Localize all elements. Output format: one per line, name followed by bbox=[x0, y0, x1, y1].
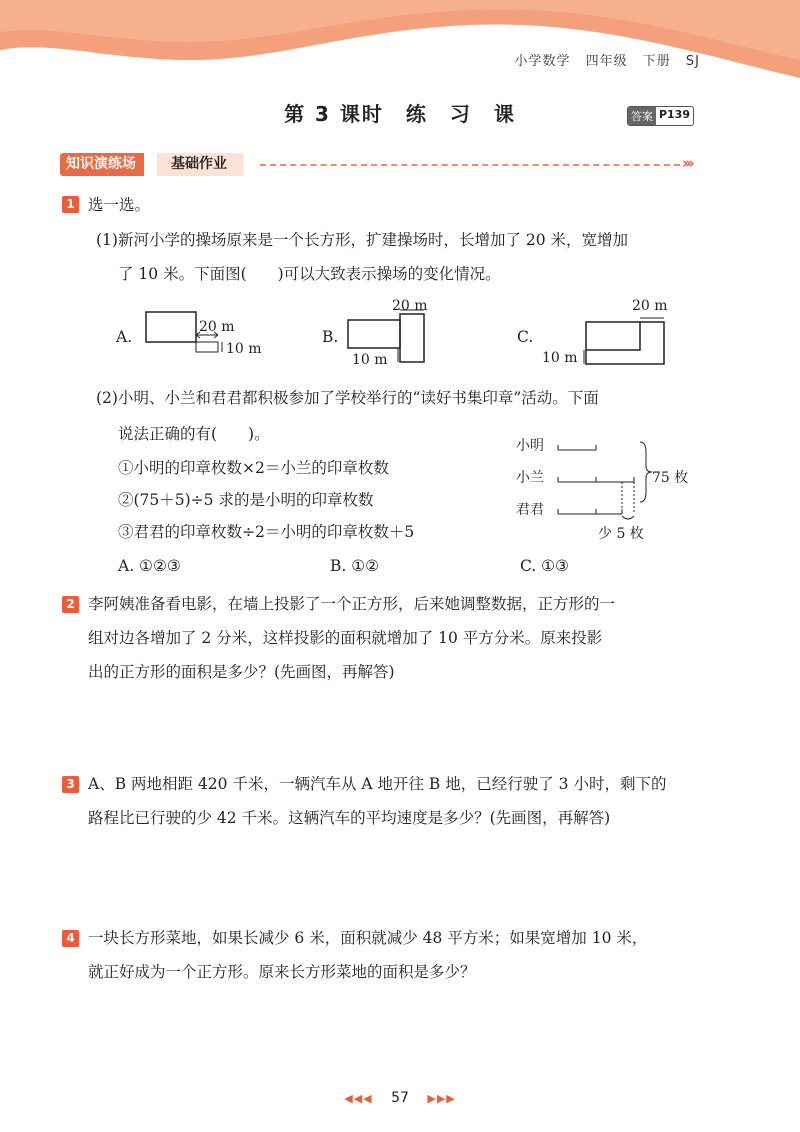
header-wave bbox=[0, 0, 800, 90]
question-number-3: 3 bbox=[62, 776, 79, 793]
book-info bbox=[504, 50, 700, 69]
grade-label: 四年级 bbox=[585, 54, 628, 69]
diagram-label-junjun: 君君 bbox=[516, 502, 544, 518]
section-subtag: 基础作业 bbox=[157, 153, 243, 176]
diagram-label-xiaolan: 小兰 bbox=[516, 470, 544, 486]
q1-answer-c: C. ①③ bbox=[520, 557, 569, 575]
q1-option-c-10m: 10 m bbox=[542, 350, 578, 366]
q1-option-c-20m: 20 m bbox=[632, 298, 668, 314]
section-bar bbox=[60, 152, 700, 178]
page-number: 57 bbox=[391, 1090, 409, 1106]
q1-part2-line1: (2)小明、小兰和君君都积极参加了学校举行的“读好书集印章”活动。下面 bbox=[96, 389, 599, 407]
q1-answer-a: A. ①②③ bbox=[118, 557, 181, 575]
answer-page: P139 bbox=[658, 108, 690, 121]
volume-label: 下册 bbox=[642, 54, 671, 69]
line-segment-diagram bbox=[550, 436, 660, 526]
q1-statement-1: ①小明的印章枚数×2＝小兰的印章枚数 bbox=[118, 459, 389, 477]
q1-statement-2: ②(75＋5)÷5 求的是小明的印章枚数 bbox=[118, 491, 374, 509]
q1-part2-line2: 说法正确的有( )。 bbox=[118, 425, 270, 443]
q1-option-b-10m: 10 m bbox=[352, 352, 388, 368]
section-divider bbox=[260, 164, 680, 166]
answer-label: 答案 bbox=[628, 107, 656, 125]
q4-line2: 就正好成为一个正方形。原来长方形菜地的面积是多少？ bbox=[88, 963, 476, 981]
q2-line2: 组对边各增加了 2 分米，这样投影的面积就增加了 10 平方分米。原来投影 bbox=[88, 629, 603, 647]
q1-option-b-label: B. bbox=[322, 328, 339, 346]
subject-label: 小学数学 bbox=[514, 54, 571, 69]
arrow-left-icon: ◀◀◀ bbox=[344, 1092, 373, 1105]
q1-option-c-label: C. bbox=[517, 328, 534, 346]
question-number-4: 4 bbox=[62, 930, 79, 947]
q1-title: 选一选。 bbox=[88, 196, 151, 214]
chevron-right-icon: ››› bbox=[682, 154, 692, 172]
q4-line1: 一块长方形菜地，如果长减少 6 米，面积就减少 48 平方米；如果宽增加 10 米， bbox=[88, 929, 648, 947]
page-title: 第 3 课时 练 习 课 bbox=[284, 102, 516, 126]
diagram-label-xiaoming: 小明 bbox=[516, 438, 544, 454]
q1-answer-b: B. ①② bbox=[330, 557, 380, 575]
question-number-1: 1 bbox=[62, 196, 79, 213]
question-number-2: 2 bbox=[62, 596, 79, 613]
q1-statement-3: ③君君的印章枚数÷2＝小明的印章枚数＋5 bbox=[118, 523, 415, 541]
arrow-right-icon: ▶▶▶ bbox=[427, 1092, 456, 1105]
section-tag: 知识演练场 bbox=[60, 153, 144, 176]
q1-option-b-20m: 20 m bbox=[392, 298, 428, 314]
q2-line1: 李阿姨准备看电影，在墙上投影了一个正方形，后来她调整数据，正方形的一 bbox=[88, 595, 616, 613]
q1-option-a-20m: 20 m bbox=[199, 319, 235, 335]
page-footer bbox=[0, 1090, 800, 1106]
q1-option-a-10m: 10 m bbox=[226, 341, 262, 357]
q1-part1-line2: 了 10 米。下面图( )可以大致表示操场的变化情况。 bbox=[118, 265, 501, 283]
q1-part1-line1: (1)新河小学的操场原来是一个长方形，扩建操场时，长增加了 20 米，宽增加 bbox=[96, 231, 629, 249]
answer-reference bbox=[627, 106, 694, 126]
q3-line2: 路程比已行驶的少 42 千米。这辆汽车的平均速度是多少？(先画图，再解答) bbox=[88, 809, 611, 827]
q3-line1: A、B 两地相距 420 千米，一辆汽车从 A 地开往 B 地，已经行驶了 3 小时，剩下的 bbox=[88, 775, 667, 793]
diagram-total-label: 75 枚 bbox=[652, 470, 689, 486]
q1-option-a-label: A. bbox=[116, 328, 133, 346]
diagram-less-label: 少 5 枚 bbox=[598, 526, 644, 542]
q2-line3: 出的正方形的面积是多少？(先画图，再解答) bbox=[88, 663, 395, 681]
edition-label: SJ bbox=[685, 54, 700, 69]
